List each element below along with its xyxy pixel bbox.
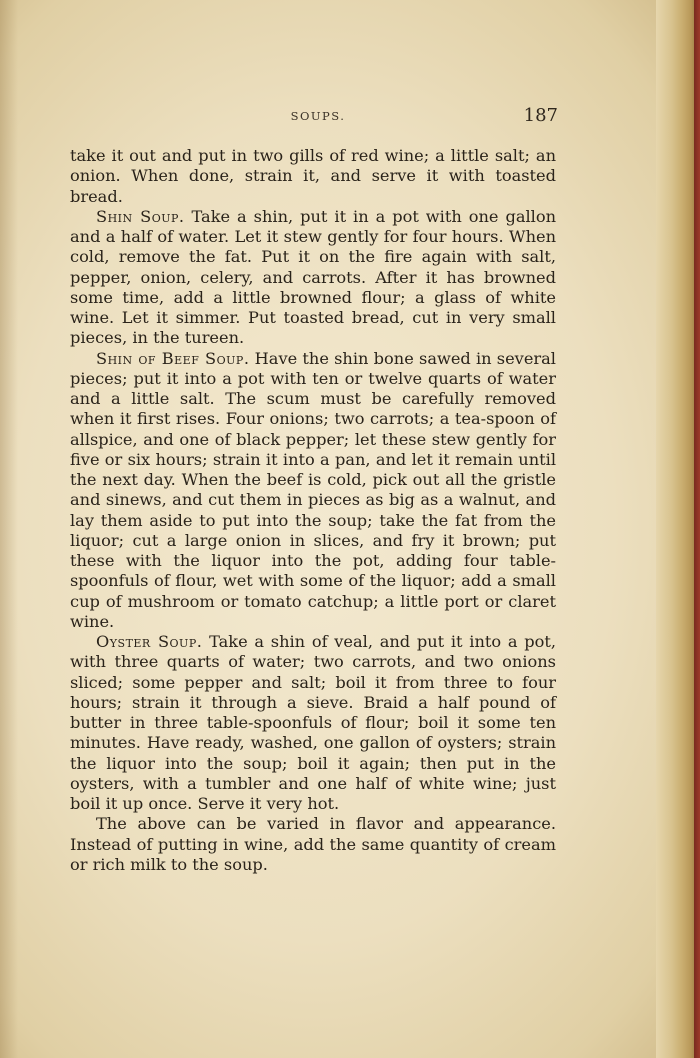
recipe-text: Take a shin, put it in a pot with one gallon and a half of water. Let it stew gently for four hours. When cold, remove the fat. Put it on the fire again with salt, pepper, onion, celery, and carrots. After it has browned some time, add a little browned flour; a glass of white wine. Let it simmer. Put toasted bread, cut in very small pieces, in the tureen. bbox=[70, 206, 556, 348]
spine-shadow bbox=[0, 0, 18, 1058]
closing-note bbox=[70, 814, 556, 875]
recipe-text: Take a shin of veal, and put it into a pot, with three quarts of water; two carrots, and two onions sliced; some pepper and salt; boil it from three to four hours; strain it through a sieve. Braid a half pound of butter in three table-spoonfuls of flour; boil it some ten minutes. Have ready, washed, one gallon of oysters; strain the liquor into the soup; boil it again; then put in the oysters, with a tumbler and one half of white wine; just boil it up once. Serve it very hot. bbox=[70, 632, 556, 813]
page-number: 187 bbox=[523, 105, 558, 126]
recipe-shin-of-beef-soup bbox=[70, 349, 556, 633]
running-head: SOUPS. bbox=[290, 109, 346, 123]
paragraph-continuation bbox=[70, 146, 556, 207]
recipe-text: Have the shin bone sawed in several pieces; put it into a pot with ten or twelve quarts of water and a little salt. The scum must be carefully removed when it first rises. Four onions; two carrots; a tea-spoon of allspice, and one of black pepper; let these stew gently for five or six hours; strain it into a pan, and let it remain until the next day. When the beef is cold, pick out all the gristle and sinews, and cut them in pieces as big as a walnut, and lay them aside to put into the soup; take the fat from the liquor; cut a large onion in slices, and fry it brown; put these with the liquor into the pot, adding four table-spoonfuls of flour, wet with some of the liquor; add a small cup of mushroom or tomato catchup; a little port or claret wine. bbox=[70, 348, 556, 631]
paragraph-text: The above can be varied in flavor and appearance. Instead of putting in wine, add the same quantity of cream or rich milk to the soup. bbox=[70, 814, 556, 874]
recipe-shin-soup bbox=[70, 207, 556, 349]
red-binding-edge bbox=[694, 0, 700, 1058]
recipe-heading: Shin of Beef Soup. bbox=[96, 348, 250, 368]
body-text bbox=[70, 146, 556, 875]
recipe-oyster-soup bbox=[70, 632, 556, 814]
page-header bbox=[78, 105, 558, 131]
recipe-heading: Oyster Soup. bbox=[96, 632, 203, 651]
paragraph-text: take it out and put in two gills of red wine; a little salt; an onion. When done, strain it, and serve it with toasted bread. bbox=[70, 146, 556, 206]
recipe-heading: Shin Soup. bbox=[96, 206, 185, 226]
